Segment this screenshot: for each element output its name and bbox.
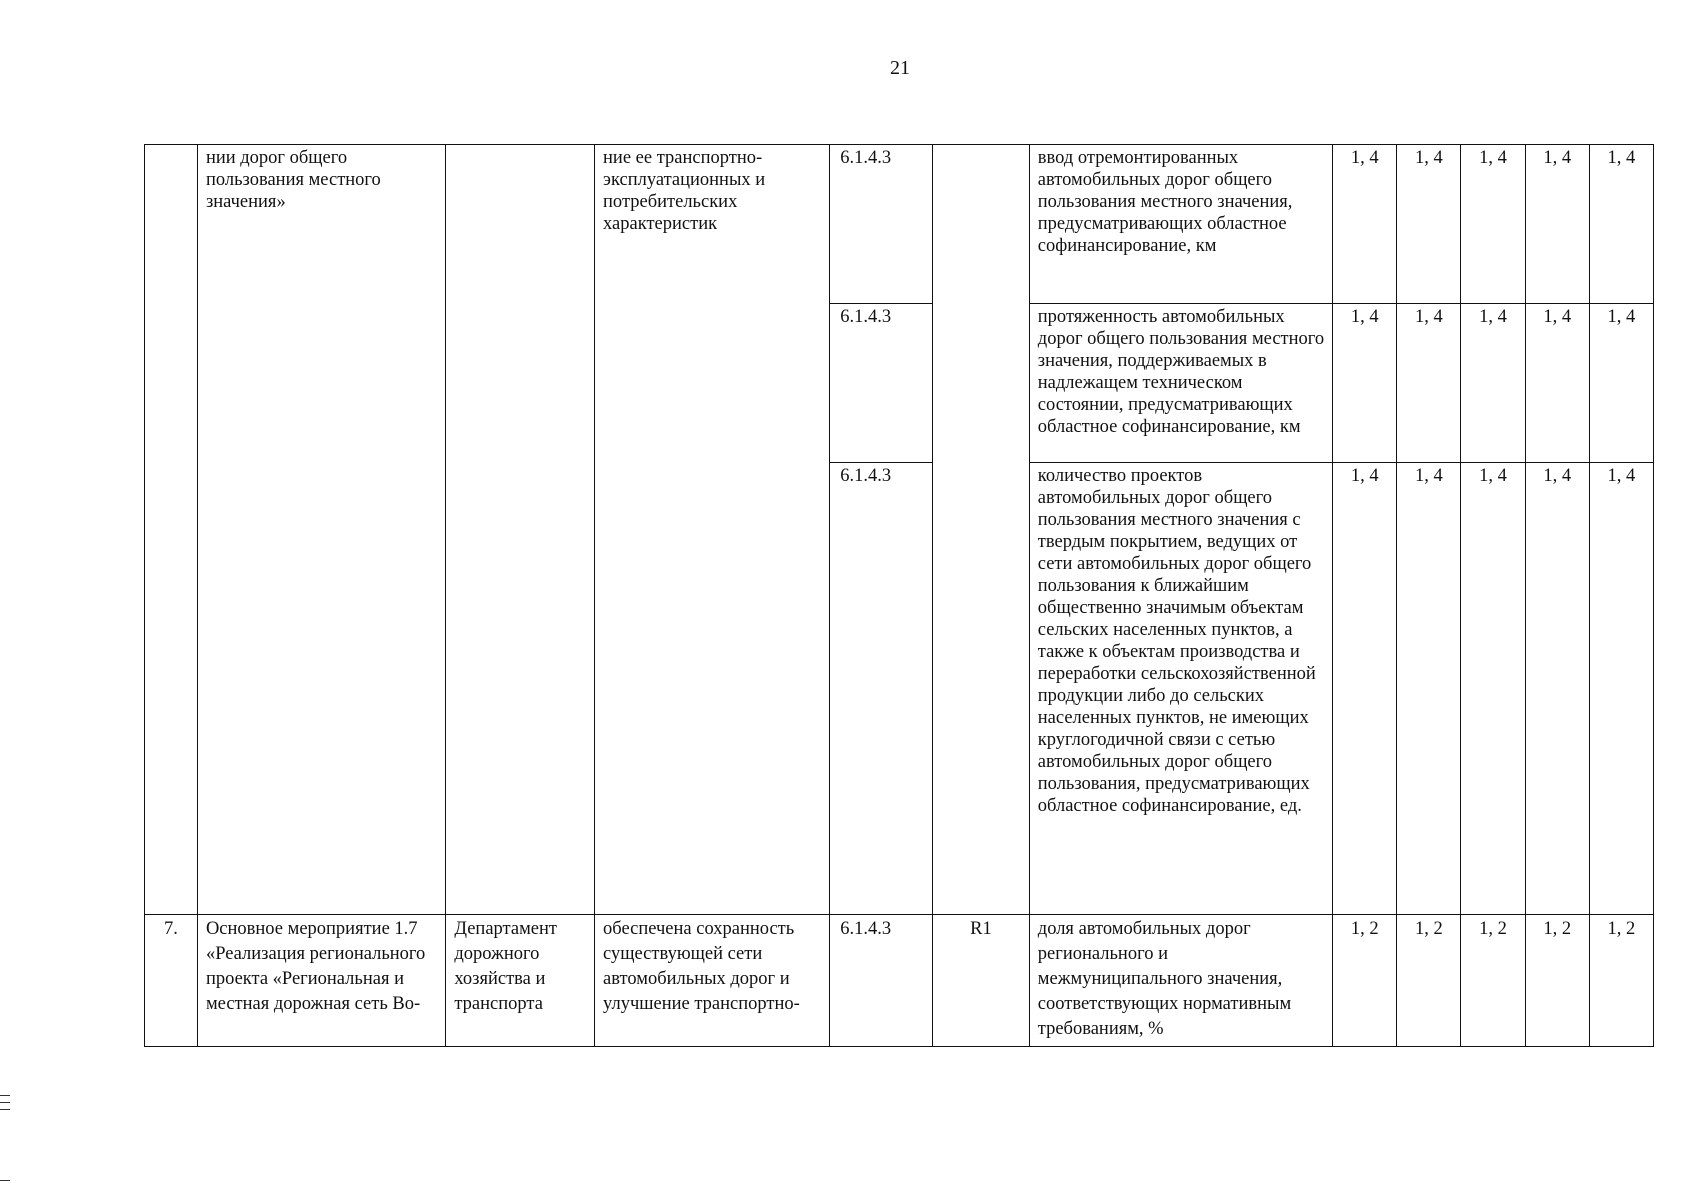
value-cell: 1, 4	[1589, 145, 1653, 304]
result-cell: ние ее транспортно-эксплуатационных и потребительских характеристик	[595, 145, 830, 915]
value-cell: 1, 4	[1333, 304, 1397, 463]
table-row	[145, 145, 1654, 304]
indicator-cell: количество проектов автомобильных дорог общего пользования местного значения с твердым покрытием, ведущих от сети автомобильных дорог общего пользования к ближайшим общественно значимым объектам сельских населенных пунктов, а также к объектам производства и переработки сельскохозяйственной продукции либо до сельских населенных пунктов, не имеющих круглогодичной связи с сетью автомобильных дорог общего пользования, предусматривающих областное софинансирование, ед.	[1029, 463, 1332, 915]
table-row	[145, 915, 1654, 1047]
value-cell: 1, 2	[1461, 915, 1525, 1047]
value-cell: 1, 2	[1333, 915, 1397, 1047]
value-cell: 1, 4	[1589, 304, 1653, 463]
value-cell: 1, 4	[1461, 463, 1525, 915]
page-number: 21	[890, 57, 910, 79]
event-name-cell: нии дорог общего пользования местного значения»	[197, 145, 445, 915]
value-cell: 1, 4	[1525, 145, 1589, 304]
program-code-cell: 6.1.4.3	[830, 145, 933, 304]
value-cell: 1, 4	[1461, 304, 1525, 463]
margin-mark	[0, 1102, 10, 1103]
indicator-cell: ввод отремонтированных автомобильных дорог общего пользования местного значения, предусматривающих областное софинансирование, км	[1029, 145, 1332, 304]
event-name-cell: Основное мероприятие 1.7 «Реализация регионального проекта «Региональная и местная дорожная сеть Во-	[197, 915, 445, 1047]
value-cell: 1, 4	[1589, 463, 1653, 915]
executor-cell: Департамент дорожного хозяйства и транспорта	[446, 915, 595, 1047]
result-cell: обеспечена сохранность существующей сети автомобильных дорог и улучшение транспортно-	[595, 915, 830, 1047]
value-cell: 1, 4	[1461, 145, 1525, 304]
value-cell: 1, 4	[1397, 145, 1461, 304]
row-number-cell	[145, 145, 198, 915]
margin-mark	[0, 1109, 10, 1110]
value-cell: 1, 4	[1525, 463, 1589, 915]
value-cell: 1, 2	[1525, 915, 1589, 1047]
value-cell: 1, 2	[1589, 915, 1653, 1047]
indicator-cell: протяженность автомобильных дорог общего пользования местного значения, поддерживаемых в надлежащем техническом состоянии, предусматривающих областное софинансирование, км	[1029, 304, 1332, 463]
program-code-cell: 6.1.4.3	[830, 463, 933, 915]
value-cell: 1, 4	[1333, 145, 1397, 304]
executor-cell	[446, 145, 595, 915]
program-code-cell: 6.1.4.3	[830, 915, 933, 1047]
value-cell: 1, 4	[1397, 304, 1461, 463]
project-link-cell: R1	[933, 915, 1030, 1047]
indicator-cell: доля автомобильных дорог регионального и межмуниципального значения, соответствующих нормативным требованиям, %	[1029, 915, 1332, 1047]
indicators-table	[144, 144, 1654, 1047]
row-number-cell: 7.	[145, 915, 198, 1047]
value-cell: 1, 4	[1525, 304, 1589, 463]
program-code-cell: 6.1.4.3	[830, 304, 933, 463]
value-cell: 1, 4	[1397, 463, 1461, 915]
value-cell: 1, 4	[1333, 463, 1397, 915]
margin-mark	[0, 1180, 10, 1181]
margin-mark	[0, 1095, 10, 1096]
value-cell: 1, 2	[1397, 915, 1461, 1047]
project-link-cell	[933, 145, 1030, 915]
